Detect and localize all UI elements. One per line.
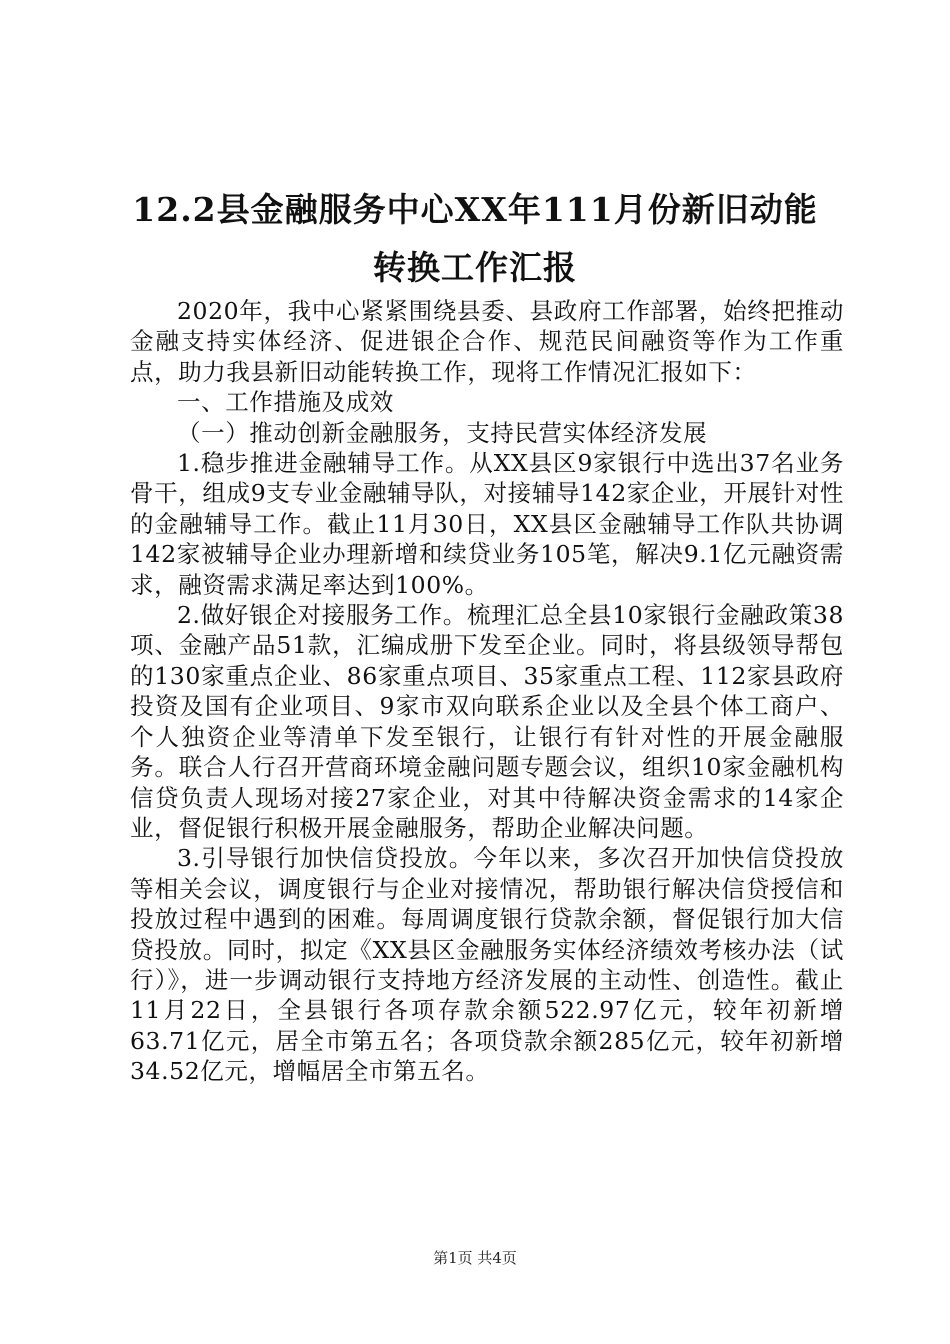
item-paragraph-1: 1.稳步推进金融辅导工作。从XX县区9家银行中选出37名业务骨干，组成9支专业金融辅导队，对接辅导142家企业，开展针对性的金融辅导工作。截止11月30日，XX县区金融辅导工作队共协调142家被辅导企业办理新增和续贷业务105笔，解决9.1亿元融资需求，融资需求满足率达到100%。	[130, 449, 844, 599]
section-heading: 一、工作措施及成效	[177, 388, 394, 417]
document-title-line-2: 转换工作汇报	[373, 248, 577, 287]
subsection-heading: （一）推动创新金融服务，支持民营实体经济发展	[177, 418, 708, 447]
item-paragraph-2: 2.做好银企对接服务工作。梳理汇总全县10家银行金融政策38项、金融产品51款，汇编成册下发至企业。同时，将县级领导帮包的130家重点企业、86家重点项目、35家重点工程、112家县政府投资及国有企业项目、9家市双向联系企业以及全县个体工商户、个人独资企业等清单下发至银行，让银行有针对性的开展金融服务。联合人行召开营商环境金融问题专题会议，组织10家金融机构信贷负责人现场对接27家企业，对其中待解决资金需求的14家企业，督促银行积极开展金融服务，帮助企业解决问题。	[130, 601, 844, 842]
document-title-line-1: 12.2县金融服务中心XX年111月份新旧动能	[132, 190, 818, 229]
intro-paragraph: 2020年，我中心紧紧围绕县委、县政府工作部署，始终把推动金融支持实体经济、促进银企合作、规范民间融资等作为工作重点，助力我县新旧动能转换工作，现将工作情况汇报如下：	[130, 297, 844, 386]
item-paragraph-3: 3.引导银行加快信贷投放。今年以来，多次召开加快信贷投放等相关会议，调度银行与企业对接情况，帮助银行解决信贷授信和投放过程中遇到的困难。每周调度银行贷款余额，督促银行加大信贷投放。同时，拟定《XX县区金融服务实体经济绩效考核办法（试行）》，进一步调动银行支持地方经济发展的主动性、创造性。截止11月22日，全县银行各项存款余额522.97亿元，较年初新增63.71亿元，居全市第五名；各项贷款余额285亿元，较年初新增34.52亿元，增幅居全市第五名。	[130, 844, 844, 1086]
page-number-footer: 第1页 共4页	[433, 1249, 517, 1267]
document-body	[130, 296, 844, 1087]
